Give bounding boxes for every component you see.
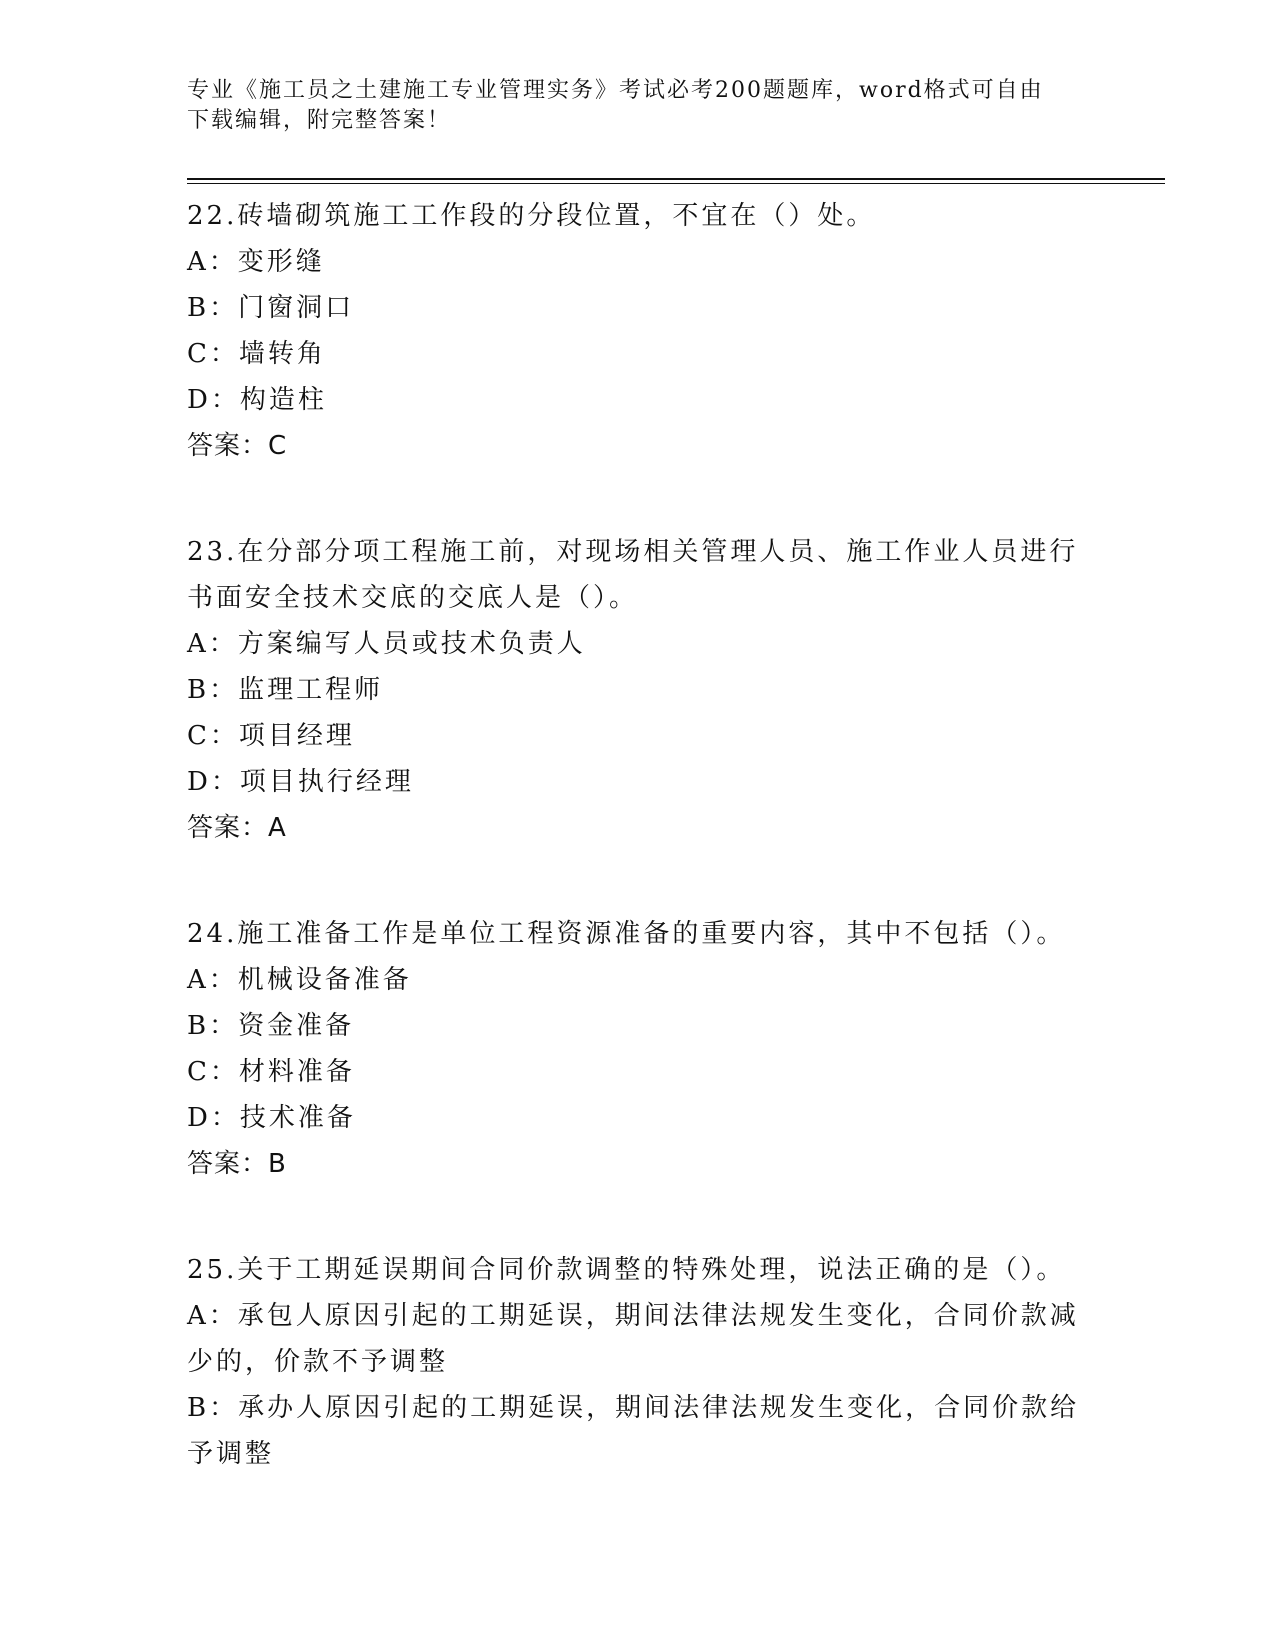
question-list [187, 193, 1087, 1537]
answer-line: 答案：A [187, 813, 287, 843]
question-24 [187, 911, 1087, 1187]
question-22 [187, 193, 1087, 469]
option-d: D：构造柱 [187, 385, 327, 415]
option-c: C：墙转角 [187, 339, 326, 369]
question-23 [187, 529, 1087, 851]
header-divider-thin [187, 183, 1165, 184]
question-stem: 22.砖墙砌筑施工工作段的分段位置，不宜在（）处。 [187, 201, 876, 231]
option-b: B：门窗洞口 [187, 293, 355, 323]
answer-line: 答案：C [187, 431, 288, 461]
question-stem: 23.在分部分项工程施工前，对现场相关管理人员、施工作业人员进行书面安全技术交底的交底人是（）。 [187, 537, 1079, 613]
question-25 [187, 1247, 1087, 1477]
option-a: A：承包人原因引起的工期延误，期间法律法规发生变化，合同价款减少的，价款不予调整 [187, 1301, 1079, 1377]
header-divider [187, 178, 1165, 180]
document-header: 专业《施工员之土建施工专业管理实务》考试必考200题题库，word格式可自由下载编辑，附完整答案！ [187, 78, 1044, 133]
option-d: D：项目执行经理 [187, 767, 414, 797]
answer-line: 答案：B [187, 1149, 287, 1179]
option-a: A：机械设备准备 [187, 965, 412, 995]
option-a: A：方案编写人员或技术负责人 [187, 629, 586, 659]
option-b: B：资金准备 [187, 1011, 355, 1041]
option-d: D：技术准备 [187, 1103, 356, 1133]
option-c: C：材料准备 [187, 1057, 355, 1087]
question-stem: 25.关于工期延误期间合同价款调整的特殊处理，说法正确的是（）。 [187, 1255, 1066, 1285]
question-stem: 24.施工准备工作是单位工程资源准备的重要内容，其中不包括（）。 [187, 919, 1066, 949]
option-c: C：项目经理 [187, 721, 355, 751]
option-b: B：监理工程师 [187, 675, 384, 705]
option-a: A：变形缝 [187, 247, 325, 277]
option-b: B：承办人原因引起的工期延误，期间法律法规发生变化，合同价款给予调整 [187, 1393, 1080, 1469]
